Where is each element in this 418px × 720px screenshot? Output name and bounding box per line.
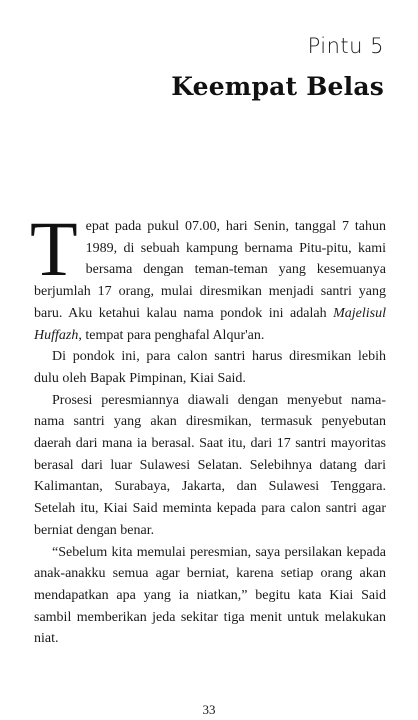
paragraph-3: Prosesi peresmiannya diawali dengan menyebut nama-nama santri yang akan diresmikan, termasuk penyebutan daerah dari mana ia berasal. Saat itu, dari 17 santri mayoritas berasal dari luar Sulawesi Selatan. Selebihnya datang dari Kalimantan, Surabaya, Jakarta, dan Sulawesi Tenggara. Setelah itu, Kiai Said meminta kepada para calon santri agar berniat dengan benar.	[34, 392, 386, 538]
paragraph-1-text-b: , tempat para penghafal Alqur'an.	[78, 327, 265, 343]
paragraph-1-text-a: epat pada pukul 07.00, hari Senin, tanggal 7 tahun 1989, di sebuah kampung bernama Pitu-pitu, kami bersama dengan teman-teman yang kesemuanya berjumlah 17 orang, mulai diresmikan menjadi santri yang baru. Aku ketahui kalau nama pondok ini adalah	[34, 219, 386, 321]
paragraph-4: “Sebelum kita memulai peresmian, saya persilakan kepada anak-anakku semua agar berniat, karena setiap orang akan mendapatkan apa yang ia niatkan,” begitu kata Kiai Said sambil memberikan jeda sekitar tiga menit untuk melakukan niat.	[34, 544, 386, 647]
drop-cap: T	[30, 205, 78, 292]
paragraph-2: Di pondok ini, para calon santri harus diresmikan lebih dulu oleh Bapak Pimpinan, Kiai Said.	[34, 349, 386, 386]
chapter-title: Keempat Belas	[171, 72, 384, 101]
page-number: 33	[202, 702, 216, 717]
chapter-body	[30, 205, 386, 650]
paragraph-1	[30, 205, 386, 346]
pondok-name: Majelisul Huffazh	[34, 305, 386, 343]
chapter-kicker: Pintu 5	[307, 34, 384, 58]
